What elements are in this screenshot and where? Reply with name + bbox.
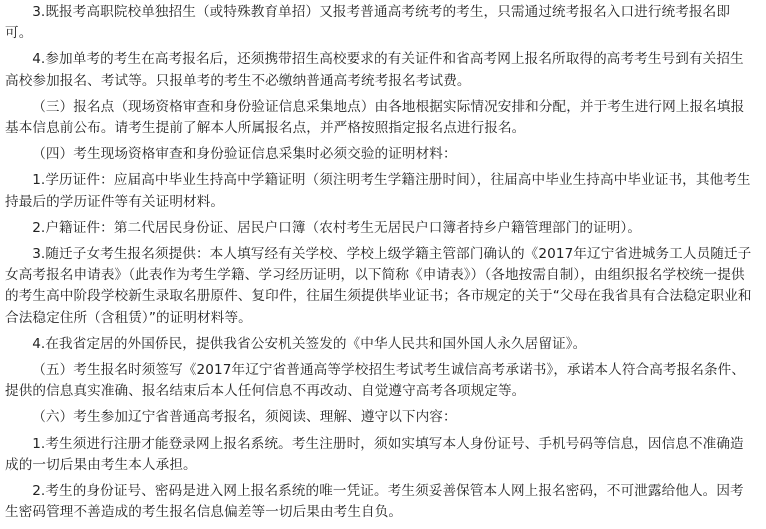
paragraph-separate-enrollment: 3.既报考高职院校单独招生（或特殊教育单招）又报考普通高考统考的考生，只需通过统考报名入口进行统考报名即可。: [5, 4, 731, 42]
paragraph-household-registration: 2.户籍证件：第二代居民身份证、居民户口簿（农村考生无居民户口簿者持乡户籍管理部门的证明）。: [32, 219, 642, 236]
paragraph-system-registration: 1.考生须进行注册才能登录网上报名系统。考生注册时，须如实填写本人身份证号、手机号码等信息，因信息不准确造成的一切后果由考生本人承担。: [5, 435, 744, 473]
paragraph-education-certificate: 1.学历证件：应届高中毕业生持高中学籍证明（须注明考生学籍注册时间），往届高中毕业生持高中毕业证书，其他考生持最后的学历证件等有关证明材料。: [5, 172, 751, 210]
paragraph-foreign-residents: 4.在我省定居的外国侨民，提供我省公安机关签发的《中华人民共和国外国人永久居留证》。: [32, 335, 587, 352]
paragraph-single-exam: 4.参加单考的考生在高考报名后，还须携带招生高校要求的有关证件和省高考网上报名所取得的高考考生号到有关招生高校参加报名、考试等。只报单考的考生不必缴纳普通高考统考报名考试费。: [5, 51, 744, 89]
paragraph-registration-site: （三）报名点（现场资格审查和身份验证信息采集地点）由各地根据实际情况安排和分配，并于考生进行网上报名填报基本信息前公布。请考生提前了解本人所属报名点，并严格按照指定报名点进行报名。: [5, 98, 745, 137]
paragraph-required-documents-heading: （四）考生现场资格审查和身份验证信息采集时必须交验的证明材料：: [32, 146, 457, 163]
paragraph-migrant-children: 3.随迁子女考生报名须提供：本人填写经有关学校、学校上级学籍主管部门确认的《2017年辽宁省进城务工人员随迁子女高考报名申请表》（此表作为考生学籍、学习经历证明，以下简称《申请表》）（各地按需自制），由组织报名学校统一提供的考生高中阶段学校新生录取名册原件、复印件，往届生须提供毕业证书；各市规定的关于“父母在我省具有合法稳定职业和合法稳定住所（含租赁）”的证明材料等。: [5, 246, 752, 326]
paragraph-password-safety: 2.考生的身份证号、密码是进入网上报名系统的唯一凭证。考生须妥善保管本人网上报名密码，不可泄露给他人。因考生密码管理不善造成的考生报名信息偏差等一切后果由考生自负。: [5, 483, 744, 521]
paragraph-integrity-pledge: （五）考生报名时须签写《2017年辽宁省普通高等学校招生考试考生诚信高考承诺书》，承诺本人符合高考报名条件、提供的信息真实准确、报名结束后本人任何信息不再改动、自觉遵守高考各项规定等。: [5, 362, 746, 400]
paragraph-rules-heading: （六）考生参加辽宁省普通高考报名，须阅读、理解、遵守以下内容：: [32, 409, 457, 426]
